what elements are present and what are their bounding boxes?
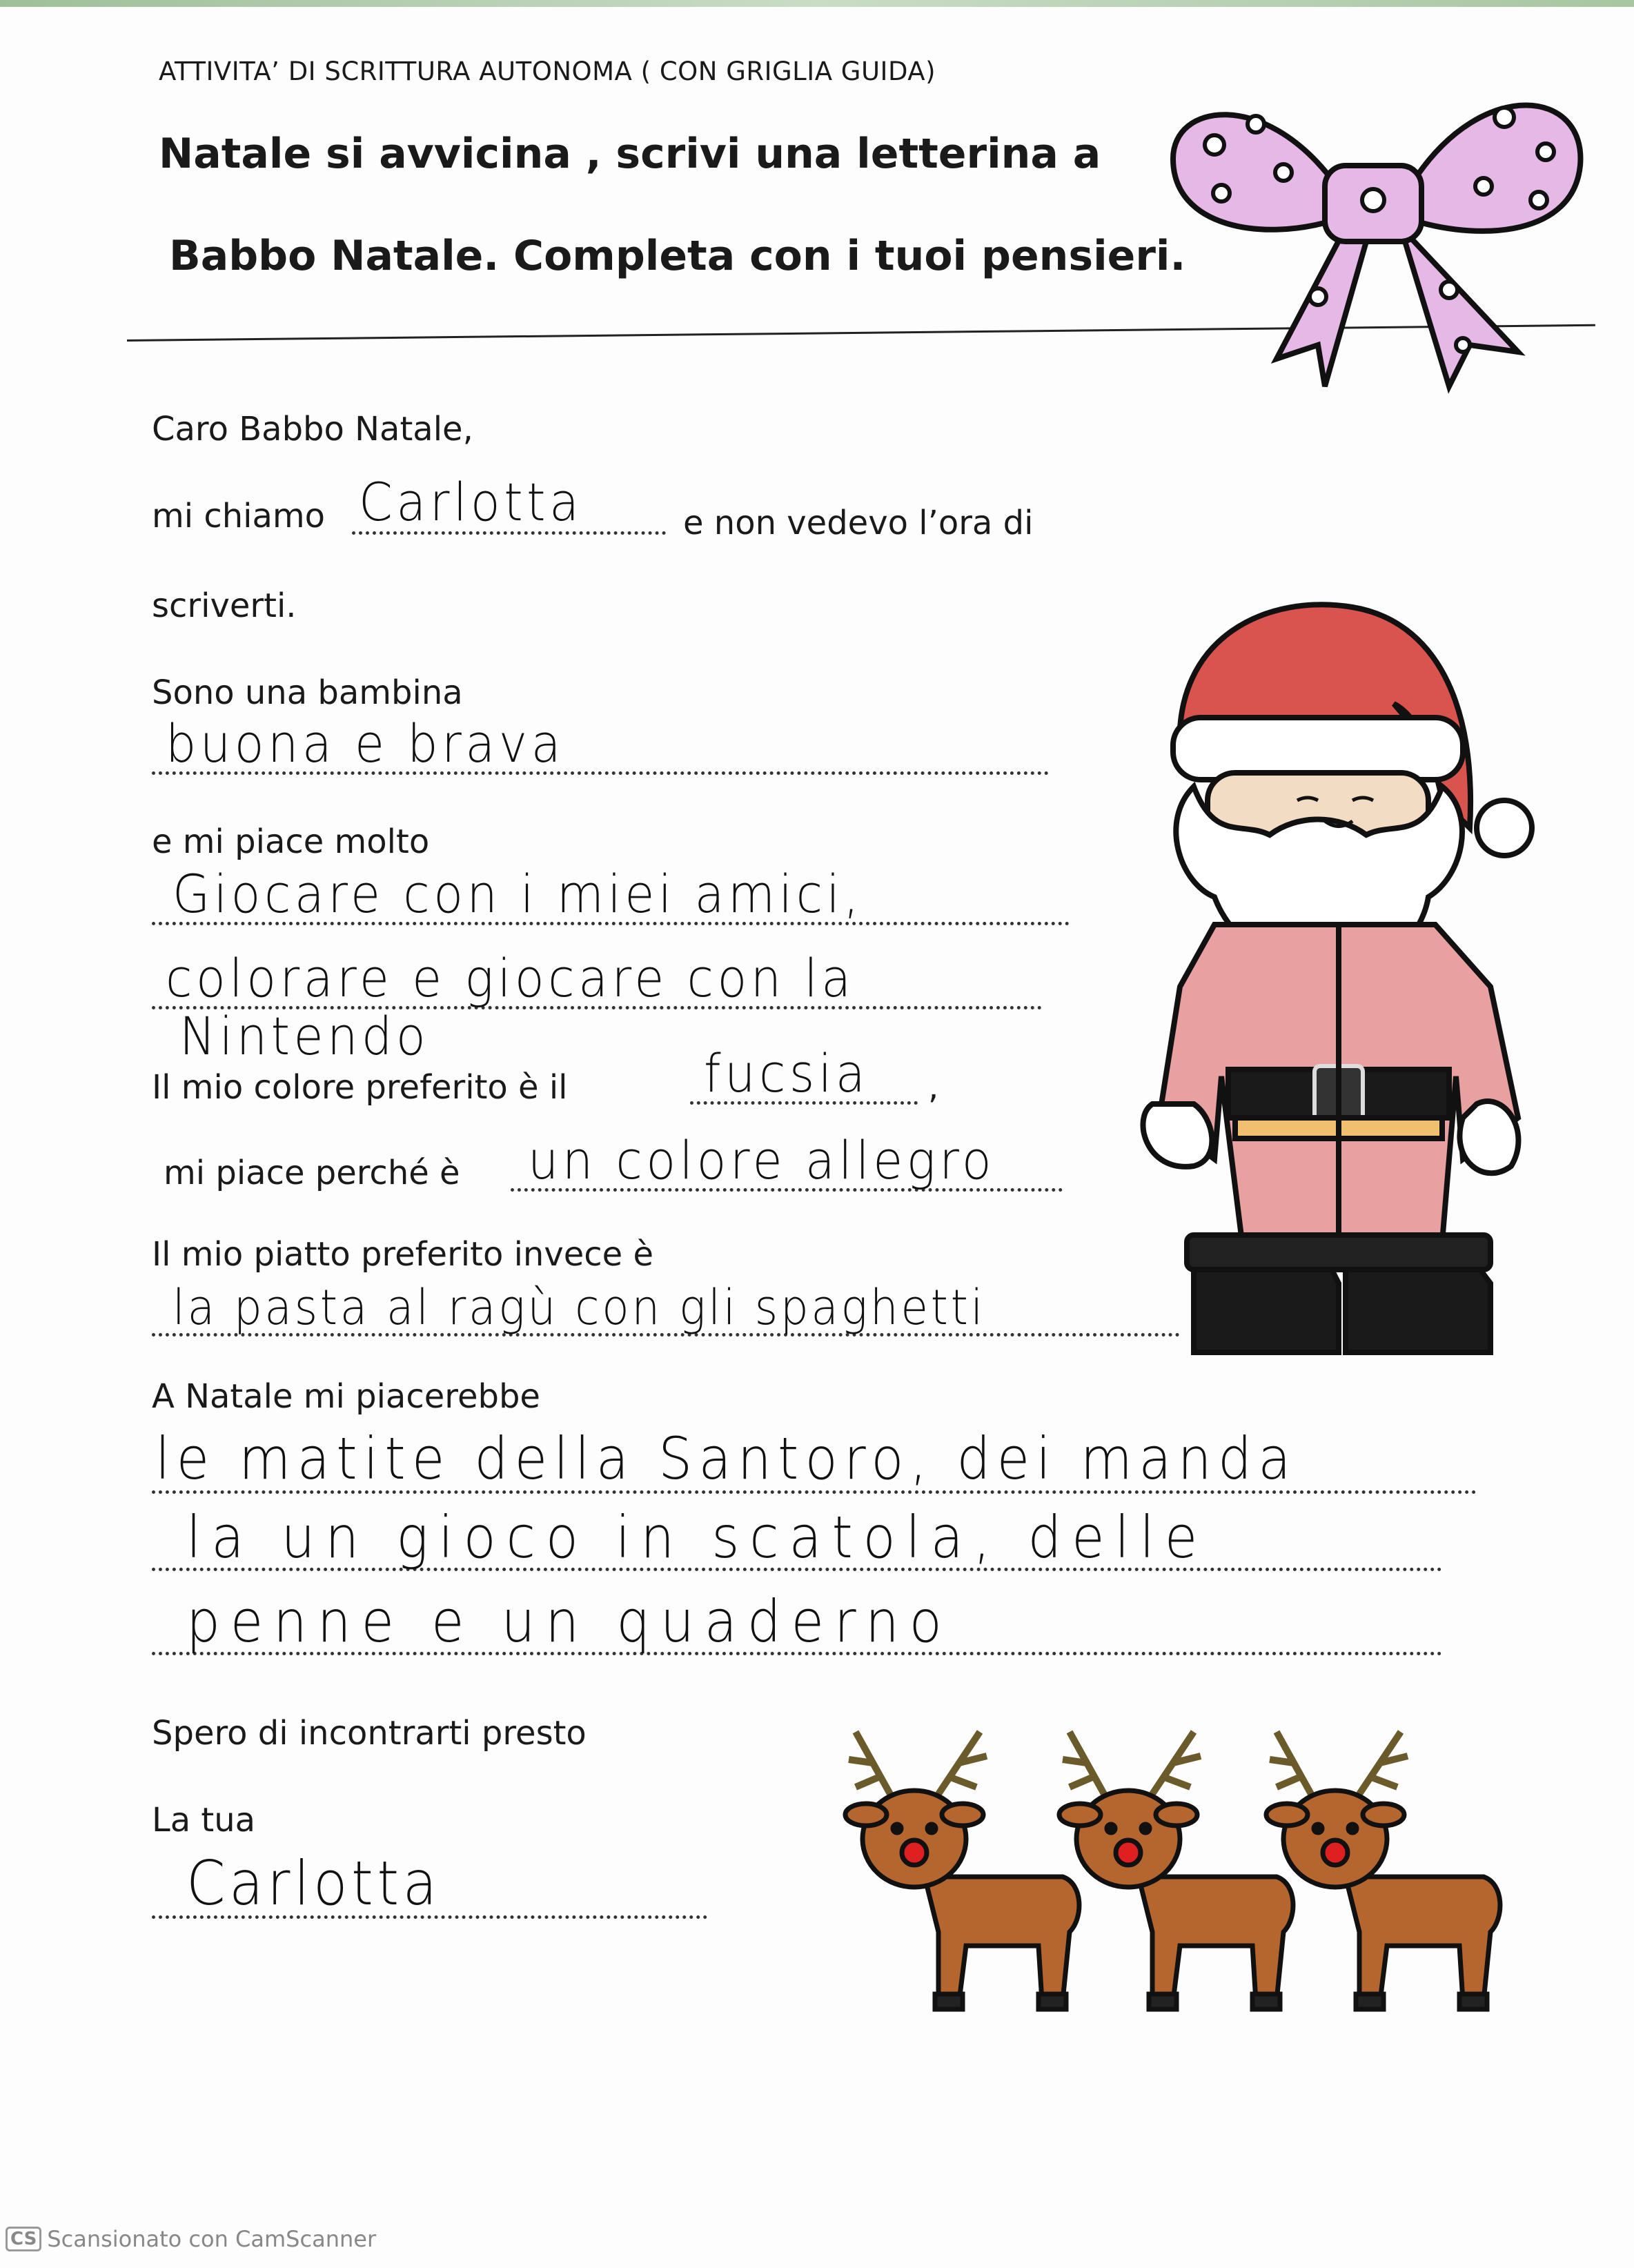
scan-top-edge <box>0 0 1634 7</box>
name-prompt: mi chiamo <box>152 497 326 535</box>
name-handwritten: Carlotta <box>359 471 583 533</box>
likes-prompt: e mi piace molto <box>152 822 430 861</box>
scriverti-text: scriverti. <box>152 586 297 625</box>
likes-handwritten-3: Nintendo <box>179 1005 430 1067</box>
closing-text: Spero di incontrarti presto <box>152 1714 587 1753</box>
santa-illustration-icon <box>1118 593 1559 1380</box>
color-comma: , <box>928 1068 939 1107</box>
wish-handwritten-2: la un gioco in scatola, delle <box>186 1503 1208 1571</box>
activity-header: ATTIVITA’ DI SCRITTURA AUTONOMA ( CON GRIGLIA GUIDA) <box>159 57 936 86</box>
signature-handwritten: Carlotta <box>186 1848 441 1919</box>
title-line-1: Natale si avvicina , scrivi una letterina a <box>159 130 1101 178</box>
why-prompt: mi piace perché è <box>164 1154 460 1192</box>
name-suffix: e non vedevo l’ora di <box>683 504 1034 542</box>
wish-handwritten-1: le matite della Santoro, dei manda <box>155 1425 1297 1492</box>
dish-prompt: Il mio piatto preferito invece è <box>152 1235 653 1274</box>
scanner-watermark <box>6 2226 376 2252</box>
greeting: Caro Babbo Natale, <box>152 410 473 448</box>
girl-prompt: Sono una bambina <box>152 673 463 712</box>
bow-illustration-icon <box>1159 62 1601 435</box>
girl-handwritten: buona e brava <box>166 713 565 774</box>
scanner-text: Scansionato con CamScanner <box>47 2226 377 2252</box>
reindeer-illustration-icon <box>835 1711 1511 2049</box>
color-prompt: Il mio colore preferito è il <box>152 1068 568 1107</box>
title-line-2: Babbo Natale. Completa con i tuoi pensieri. <box>169 232 1186 280</box>
signoff-text: La tua <box>152 1801 256 1840</box>
wish-handwritten-3: penne e un quaderno <box>186 1588 952 1655</box>
dish-handwritten: la pasta al ragù con gli spaghetti <box>173 1279 986 1336</box>
color-handwritten: fucsia <box>704 1043 869 1104</box>
likes-handwritten-1: Giocare con i miei amici, <box>173 863 863 925</box>
wish-prompt: A Natale mi piacerebbe <box>152 1377 540 1416</box>
likes-handwritten-2: colorare e giocare con la <box>166 947 855 1009</box>
why-handwritten: un colore allegro <box>528 1130 996 1191</box>
camscanner-logo: CS <box>6 2227 41 2251</box>
